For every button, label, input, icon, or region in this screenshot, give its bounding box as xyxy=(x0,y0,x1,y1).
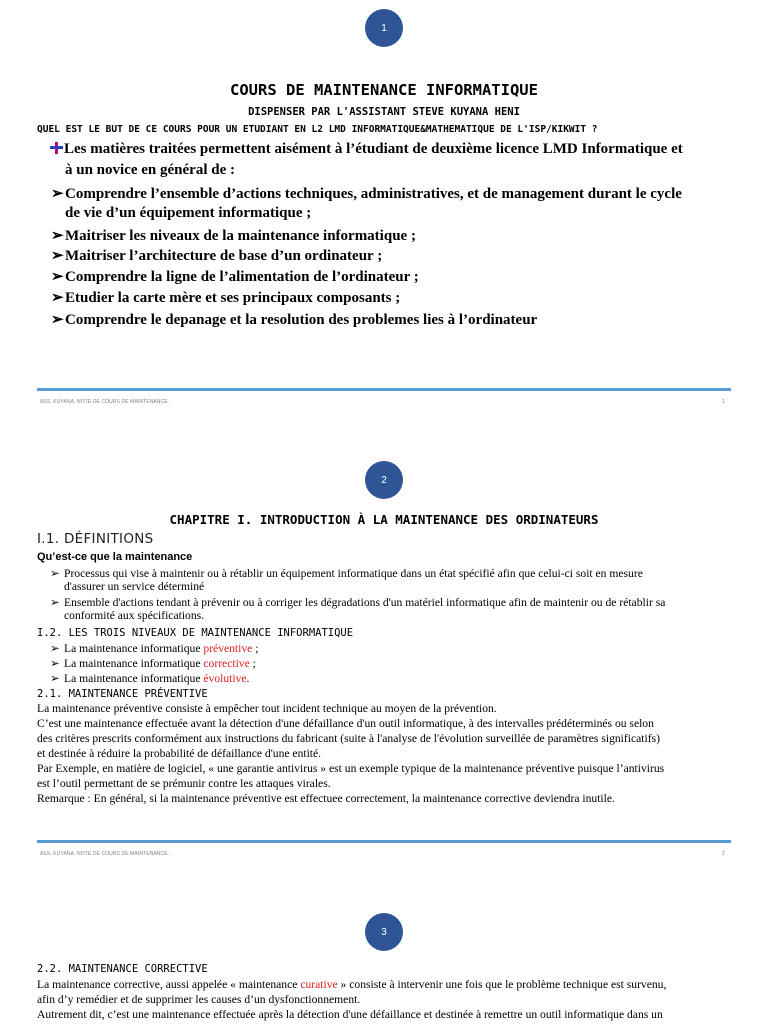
list-item: ➢Comprendre la ligne de l’alimentation de l’ordinateur ; xyxy=(51,269,419,285)
paragraph-line: Autrement dit, c’est une maintenance effectuée après la détection d'une défaillance et destinée à remettre un outil informatique dans un xyxy=(37,1008,663,1021)
paragraph-line: des critères prescrits conformément aux instructions du fabricant (suite à l'analyse de l'évolution surveillée de paramètres significatifs) xyxy=(37,732,660,745)
arrow-bullet-icon: ➢ xyxy=(51,290,64,306)
paragraph-line: est l’outil permettant de se prémunir contre les attaques virales. xyxy=(37,777,331,790)
list-item: ➢ Ensemble d'actions tendant à prévenir ou à corriger les dégradations d'un matériel informatique afin de maintenir ou de rétablir sa xyxy=(50,596,666,609)
level-keyword: corrective xyxy=(203,657,250,670)
paragraph-line: La maintenance préventive consiste à empêcher tout incident technique au moyen de la prévention. xyxy=(37,702,497,715)
list-item: ➢ La maintenance informatique préventive ; xyxy=(50,642,259,655)
chapter-heading: CHAPITRE I. INTRODUCTION À LA MAINTENANCE DES ORDINATEURS xyxy=(169,512,599,527)
course-question: QUEL EST LE BUT DE CE COURS POUR UN ETUDIANT EN L2 LMD INFORMATIQUE&MATHEMATIQUE DE L'ISP/KIKWIT ? xyxy=(37,124,598,135)
intro-paragraph xyxy=(50,141,683,158)
plus-bullet-icon xyxy=(50,142,64,154)
paragraph-line: et destinée à réduire la probabilité de défaillance d'une entité. xyxy=(37,747,322,760)
section-heading: 2.1. MAINTENANCE PRÉVENTIVE xyxy=(37,688,208,700)
intro-text-line1: Les matières traitées permettent aisément à l’étudiant de deuxième licence LMD Informatique et xyxy=(64,141,683,157)
arrow-bullet-icon: ➢ xyxy=(51,269,64,285)
section-heading: 2.2. MAINTENANCE CORRECTIVE xyxy=(37,963,208,975)
course-subtitle: DISPENSER PAR L'ASSISTANT STEVE KUYANA HENI xyxy=(248,106,520,118)
list-item: ➢Maitriser l’architecture de base d’un ordinateur ; xyxy=(51,248,383,264)
page-number: 3 xyxy=(381,926,387,938)
list-item-continuation: d'assurer un service déterminé xyxy=(64,580,205,593)
list-item: ➢Comprendre le depanage et la resolution des problemes lies à l’ordinateur xyxy=(51,312,538,328)
arrow-bullet-icon: ➢ xyxy=(50,672,60,685)
page-footer-number: 1 xyxy=(722,399,725,405)
list-item: ➢ La maintenance informatique évolutive. xyxy=(50,672,250,685)
keyword-curative: curative xyxy=(300,978,338,991)
page-number-badge xyxy=(365,461,403,499)
course-title: COURS DE MAINTENANCE INFORMATIQUE xyxy=(230,81,538,99)
intro-text-line2: à un novice en général de : xyxy=(65,162,235,178)
arrow-bullet-icon: ➢ xyxy=(51,186,64,202)
paragraph-line: C’est une maintenance effectuée avant la détection d'une défaillance d'un outil informatique, à des intervalles prédéterminés ou selon xyxy=(37,717,654,730)
list-item: ➢ La maintenance informatique corrective ; xyxy=(50,657,256,670)
page-footer-text: ASS. KUYANA, NOTE DE COURS DE MAINTENANCE. xyxy=(40,399,170,405)
paragraph-line: afin d’y remédier et de supprimer les causes d’un dysfonctionnement. xyxy=(37,993,361,1006)
page-number-badge xyxy=(365,913,403,951)
paragraph-line: Remarque : En général, si la maintenance préventive est effectuee correctement, la maintenance corrective deviendra inutile. xyxy=(37,792,615,805)
list-item-continuation: de vie d’un équipement informatique ; xyxy=(65,205,312,221)
page-number: 1 xyxy=(381,22,387,34)
arrow-bullet-icon: ➢ xyxy=(51,228,64,244)
page-number-badge xyxy=(365,9,403,47)
list-item: ➢Maitriser les niveaux de la maintenance informatique ; xyxy=(51,228,416,244)
arrow-bullet-icon: ➢ xyxy=(51,248,64,264)
list-item: ➢ Processus qui vise à maintenir ou à rétablir un équipement informatique dans un état spécifié afin que celui-ci soit en mesure xyxy=(50,567,643,580)
arrow-bullet-icon: ➢ xyxy=(50,657,60,670)
page-number: 2 xyxy=(381,474,387,486)
footer-rule xyxy=(37,840,731,843)
section-heading: I.2. LES TROIS NIVEAUX DE MAINTENANCE INFORMATIQUE xyxy=(37,627,354,639)
list-item: ➢Etudier la carte mère et ses principaux composants ; xyxy=(51,290,401,306)
arrow-bullet-icon: ➢ xyxy=(50,596,60,609)
section-heading: I.1. DÉFINITIONS xyxy=(37,531,154,547)
level-keyword: préventive xyxy=(203,642,253,655)
subheading: Qu’est-ce que la maintenance xyxy=(37,551,193,563)
page-footer-text: ASS. KUYANA, NOTE DE COURS DE MAINTENANCE. xyxy=(40,851,170,857)
arrow-bullet-icon: ➢ xyxy=(50,567,60,580)
level-keyword: évolutive xyxy=(203,672,247,685)
paragraph-line: Par Exemple, en matière de logiciel, « une garantie antivirus » est un exemple typique de la maintenance préventive puisque l’antivirus xyxy=(37,762,665,775)
paragraph-line: La maintenance corrective, aussi appelée « maintenance curative » consiste à intervenir une fois que le problème technique est survenu, xyxy=(37,978,667,991)
list-item-continuation: conformité aux spécifications. xyxy=(64,609,205,622)
arrow-bullet-icon: ➢ xyxy=(51,312,64,328)
list-item: ➢Comprendre l’ensemble d’actions techniques, administratives, et de management durant le cycle xyxy=(51,186,682,202)
page-footer-number: 2 xyxy=(722,851,725,857)
footer-rule xyxy=(37,388,731,391)
arrow-bullet-icon: ➢ xyxy=(50,642,60,655)
